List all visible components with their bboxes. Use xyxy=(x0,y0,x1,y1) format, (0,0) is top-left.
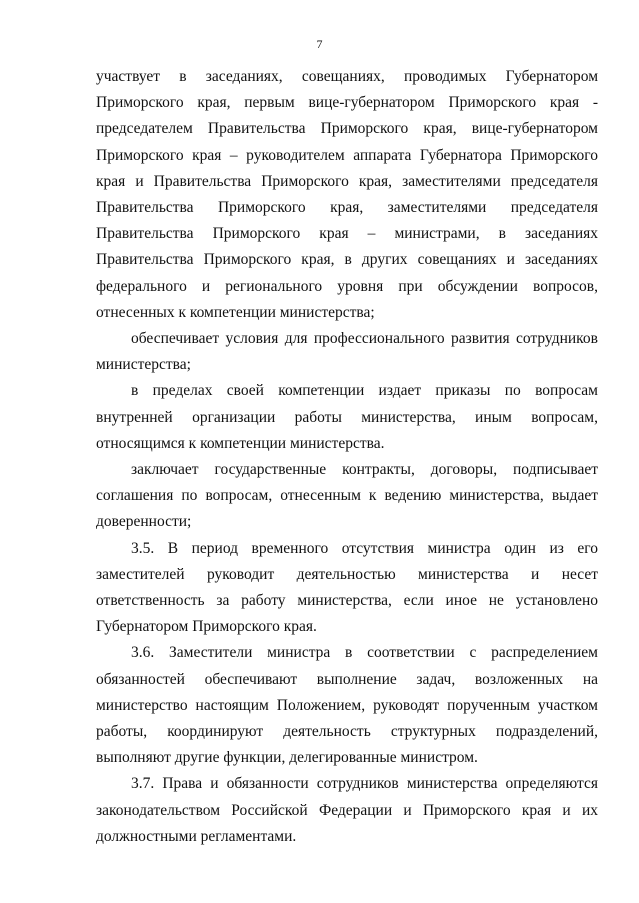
paragraph-section-3-5: 3.5. В период временного отсутствия министра один из его заместителей руководит деятельностью министерства и несет ответственность за работу министерства, если иное не установлено Губернатором Приморского края. xyxy=(96,539,598,636)
paragraph-section-3-6: 3.6. Заместители министра в соответствии с распределением обязанностей обеспечивают выполнение задач, возложенных на министерство настоящим Положением, руководят порученным участком работы, координируют деятельность структурных подразделений, выполняют другие функции, делегированные министром. xyxy=(96,644,598,767)
paragraph-professional-development: обеспечивает условия для профессионального развития сотрудников министерства; xyxy=(96,330,598,374)
paragraph-orders: в пределах своей компетенции издает приказы по вопросам внутренней организации работы министерства, иным вопросам, относящимся к компетенции министерства. xyxy=(96,382,598,452)
page-number: 7 xyxy=(316,37,323,51)
document-body xyxy=(96,64,598,850)
paragraph-contracts: заключает государственные контракты, договоры, подписывает соглашения по вопросам, отнесенным к ведению министерства, выдает доверенности; xyxy=(96,461,598,531)
paragraph-participation: участвует в заседаниях, совещаниях, проводимых Губернатором Приморского края, первым вице-губернатором Приморского края - председателем Правительства Приморского края, вице-губернатором Приморского края – руководителем аппарата Губернатора Приморского края и Правительства Приморского края, заместителями председателя Правительства Приморского края, заместителями председателя Правительства Приморского края – министрами, в заседаниях Правительства Приморского края, в других совещаниях и заседаниях федерального и регионального уровня при обсуждении вопросов, отнесенных к компетенции министерства; xyxy=(96,68,598,321)
paragraph-section-3-7: 3.7. Права и обязанности сотрудников министерства определяются законодательством Российской Федерации и Приморского края и их должностными регламентами. xyxy=(96,775,598,845)
